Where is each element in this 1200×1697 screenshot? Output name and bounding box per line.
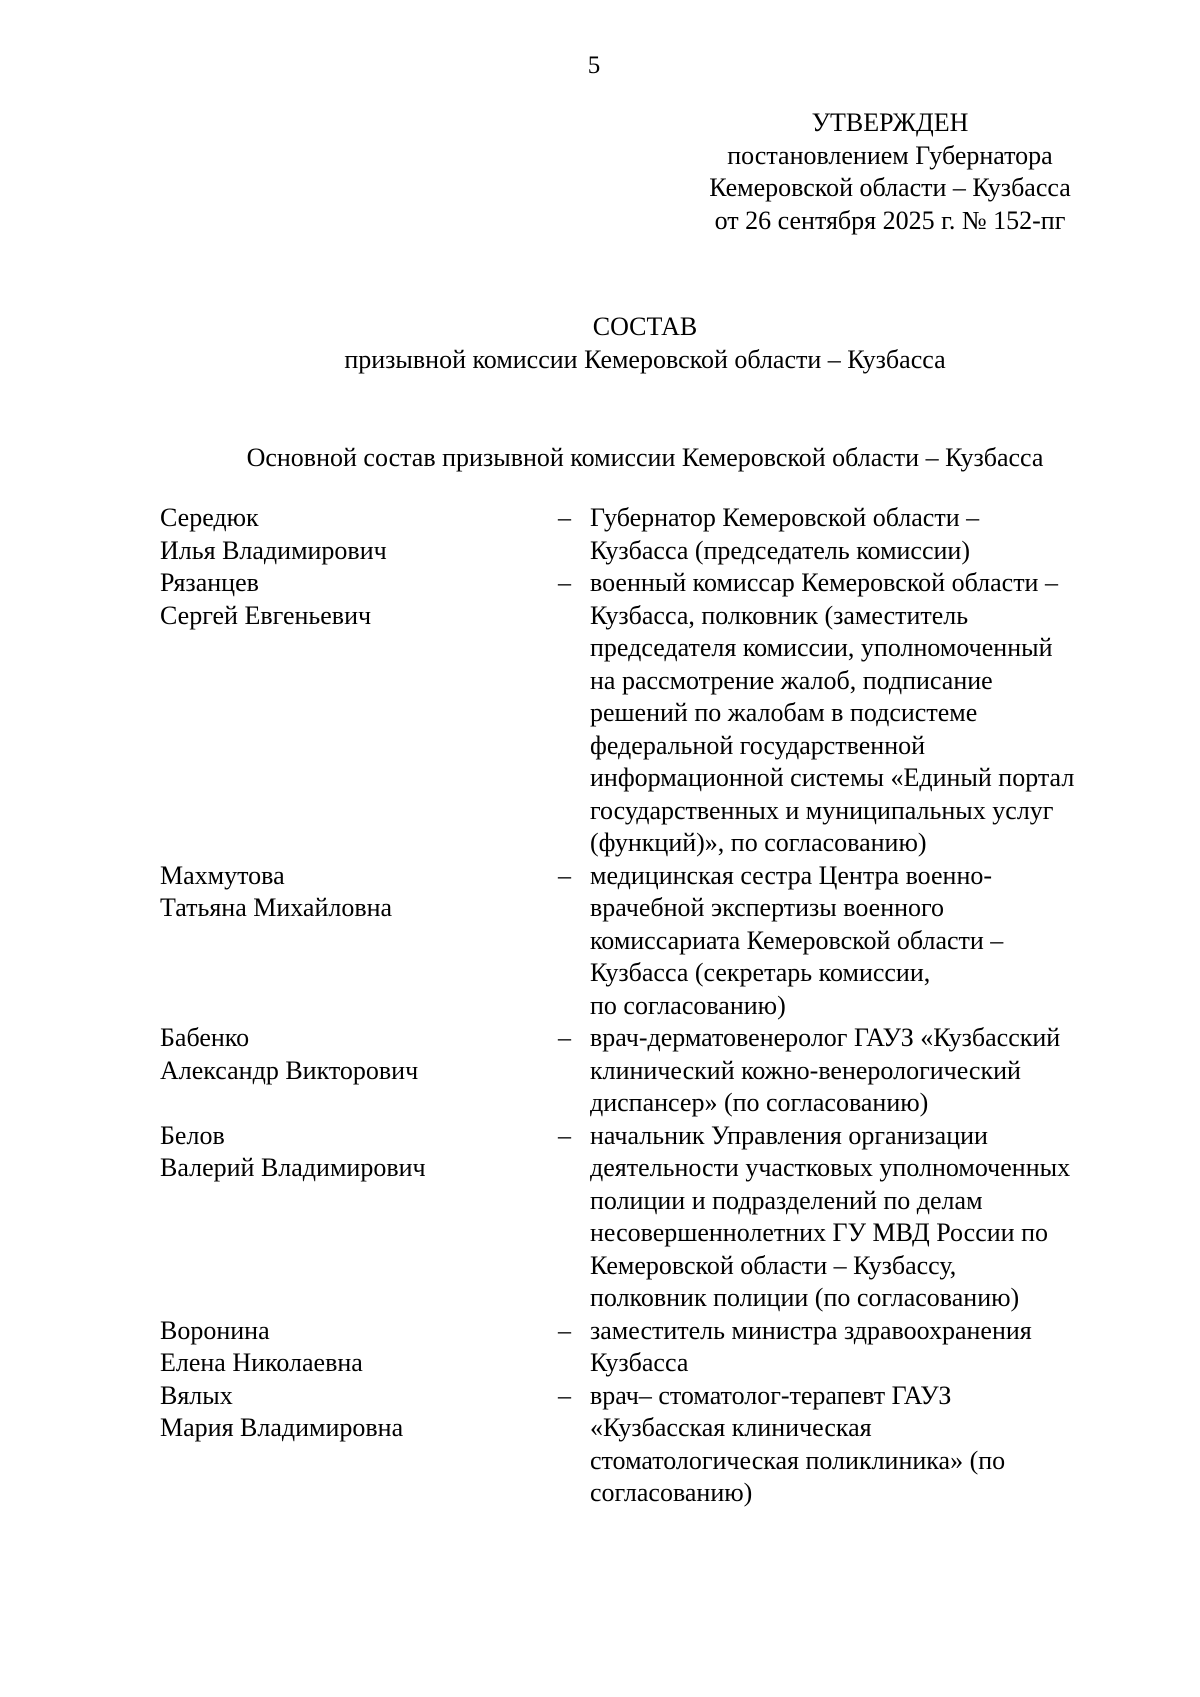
member-name — [160, 1315, 550, 1380]
member-surname: Воронина — [160, 1315, 270, 1345]
member-given-name: Илья Владимирович — [160, 535, 387, 565]
member-row — [160, 567, 1130, 860]
role-line: врач– стоматолог-терапевт ГАУЗ — [590, 1380, 952, 1410]
member-given-name: Александр Викторович — [160, 1055, 419, 1085]
role-line: клинический кожно-венерологический — [590, 1055, 1021, 1085]
member-role — [590, 1315, 1130, 1380]
role-line: государственных и муниципальных услуг — [590, 795, 1054, 825]
document-title — [0, 311, 1200, 376]
role-line: Кузбасса, полковник (заместитель — [590, 600, 969, 630]
member-name — [160, 1120, 550, 1185]
role-line: председателя комиссии, уполномоченный — [590, 633, 1053, 662]
role-line: Кузбасса — [590, 1348, 689, 1377]
member-row — [160, 860, 1130, 1023]
member-surname: Бабенко — [160, 1023, 250, 1052]
member-given-name: Сергей Евгеньевич — [160, 600, 372, 630]
role-line: федеральной государственной — [590, 730, 926, 760]
member-row — [160, 1022, 1130, 1120]
title-heading: СОСТАВ — [592, 312, 698, 341]
approval-stamp — [680, 107, 1100, 237]
dash: – — [558, 1023, 571, 1052]
member-surname: Рязанцев — [160, 568, 259, 597]
member-row — [160, 1380, 1130, 1510]
member-row — [160, 1120, 1130, 1315]
role-line: врач-дерматовенеролог ГАУЗ «Кузбасский — [590, 1023, 1061, 1052]
member-name — [160, 860, 550, 925]
role-line: начальник Управления организации — [590, 1120, 988, 1150]
role-line: по согласованию) — [590, 990, 786, 1020]
role-line: несовершеннолетних ГУ МВД России по — [590, 1218, 1048, 1247]
approval-line: постановлением Губернатора — [727, 140, 1053, 170]
role-line: согласованию) — [590, 1478, 753, 1507]
member-name — [160, 1022, 550, 1087]
role-line: комиссариата Кемеровской области – — [590, 925, 1004, 955]
approval-date: от 26 сентября 2025 г. № 152-пг — [714, 205, 1066, 235]
dash: – — [558, 860, 571, 890]
dash: – — [558, 1120, 571, 1150]
role-line: полиции и подразделений по делам — [590, 1185, 983, 1215]
approval-line: Кемеровской области – Кузбасса — [709, 173, 1071, 202]
members-list — [160, 502, 1130, 1510]
member-row — [160, 502, 1130, 567]
member-given-name: Елена Николаевна — [160, 1348, 363, 1377]
role-line: информационной системы «Единый портал — [590, 763, 1075, 792]
member-name — [160, 1380, 550, 1445]
member-surname: Белов — [160, 1120, 225, 1150]
section-heading: Основной состав призывной комиссии Кемеровской области – Кузбасса — [246, 443, 1044, 472]
member-role — [590, 1380, 1130, 1510]
member-name — [160, 567, 550, 632]
dash: – — [558, 1380, 571, 1410]
member-surname: Середюк — [160, 503, 259, 532]
member-role — [590, 860, 1130, 1023]
role-line: заместитель министра здравоохранения — [590, 1315, 1032, 1345]
role-line: деятельности участковых уполномоченных — [590, 1153, 1071, 1182]
role-line: врачебной экспертизы военного — [590, 893, 945, 922]
member-role — [590, 567, 1130, 860]
dash: – — [558, 503, 571, 532]
role-line: (функций)», по согласованию) — [590, 828, 927, 857]
role-line: Кузбасса (председатель комиссии) — [590, 535, 970, 565]
role-line: «Кузбасская клиническая — [590, 1413, 872, 1442]
role-line: Кузбасса (секретарь комиссии, — [590, 958, 931, 987]
role-line: на рассмотрение жалоб, подписание — [590, 665, 993, 695]
role-line: полковник полиции (по согласованию) — [590, 1283, 1020, 1312]
member-name — [160, 502, 550, 567]
role-line: Губернатор Кемеровской области – — [590, 503, 980, 532]
role-line: медицинская сестра Центра военно- — [590, 860, 993, 890]
role-line: решений по жалобам в подсистеме — [590, 698, 978, 727]
member-role — [590, 502, 1130, 567]
role-line: диспансер» (по согласованию) — [590, 1088, 929, 1117]
dash: – — [558, 568, 571, 597]
title-subheading: призывной комиссии Кемеровской области – Кузбасса — [344, 344, 946, 374]
approval-title: УТВЕРЖДЕН — [811, 108, 969, 137]
member-given-name: Мария Владимировна — [160, 1413, 404, 1442]
member-role — [590, 1022, 1130, 1120]
member-surname: Махмутова — [160, 860, 285, 890]
role-line: стоматологическая поликлиника» (по — [590, 1445, 1006, 1475]
member-role — [590, 1120, 1130, 1315]
role-line: Кемеровской области – Кузбассу, — [590, 1250, 957, 1280]
role-line: военный комиссар Кемеровской области – — [590, 568, 1058, 597]
member-row — [160, 1315, 1130, 1380]
member-surname: Вялых — [160, 1380, 233, 1410]
dash: – — [558, 1315, 571, 1345]
member-given-name: Валерий Владимирович — [160, 1153, 426, 1182]
page-number: 5 — [587, 52, 601, 79]
member-given-name: Татьяна Михайловна — [160, 893, 393, 922]
